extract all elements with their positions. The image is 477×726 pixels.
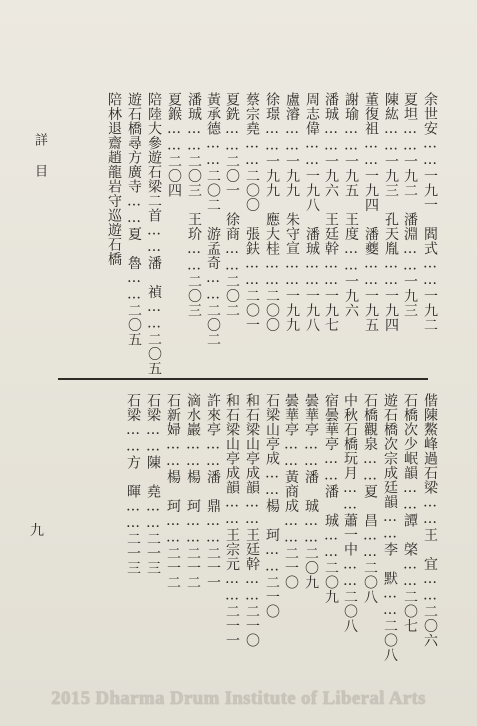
entry: 許來亭……潘 鼎……二一一 [205,393,221,590]
entry: 盧濬……一九九 朱守宣……一九九 [284,92,300,332]
entry: 和石梁山亭成韻……王宗元……二一一 [224,393,240,648]
entry: 陳紘……一九三 孔天胤……一九四 [383,92,399,332]
entry: 滴水巖……楊 珂……二一二 [185,393,201,590]
entry: 石橋觀泉……夏 昌……二〇八 [362,393,378,604]
entry: 偕陳鰲峰過石梁……王 宜……二〇六 [422,393,438,648]
entry: 夏坦……一九二 潘淵……一九三 [402,92,418,318]
entry: 石橋次少岷韻……譚 棨……二〇七 [402,393,418,633]
entry: 曇華亭……黃商成……二一〇 [283,393,299,590]
entry: 遊石橋尋方廣寺……夏 魯……二〇五 [126,92,142,347]
entry: 陪林退齋趙龍岩守巡遊石橋 [106,92,122,266]
entry: 宿曇華亭……潘 珹……二〇九 [323,393,339,604]
entry: 余世安……一九一 閻式……一九二 [422,92,438,332]
entry: 潘珹……一九六 王廷幹……一九七 [323,92,339,332]
entry: 曇華亭……潘 珹……二〇九 [303,393,319,590]
entry: 石梁……方 暉……二一三 [125,393,141,575]
entry: 徐璟……一九九 應大桂……二〇〇 [264,92,280,332]
side-title: 詳目 [32,133,47,195]
entry: 石梁山亭成……楊 珂……二一〇 [264,393,280,619]
page-number: 九 [30,523,44,539]
watermark: 2015 Dharma Drum Institute of Liberal Arts [51,688,426,709]
entry: 黃承德……二〇二 游孟奇……二〇二 [205,92,221,347]
entry: 董復祖……一九四 潘夔……一九五 [363,92,379,332]
entry: 謝瑜……一九五 王度……一九六 [343,92,359,318]
entry: 石新婦……楊 珂……二一二 [165,393,181,590]
entry: 石梁……陳 堯……二一三 [145,393,161,575]
entry: 蔡宗堯……二〇〇 張鈇……二〇一 [244,92,260,332]
entry: 夏鍭……二〇四 [166,92,182,198]
entry: 陪陸大參遊石梁二首……潘 禎……二〇五 [146,92,162,376]
entry: 潘珹……二〇三 王玠……二〇三 [186,92,202,318]
entry: 夏銑……二〇一 徐商……二〇二 [224,92,240,318]
entry: 中秋石橋玩月……蕭一中……二〇八 [342,393,358,633]
section-divider [58,378,428,380]
entry: 周志偉……一九八 潘珹……一九八 [304,92,320,332]
entry: 和石梁山亭成韻……王廷幹……二一〇 [244,393,260,648]
entry: 遊石橋次宗成廷韻……李 默……二〇八 [382,393,398,662]
